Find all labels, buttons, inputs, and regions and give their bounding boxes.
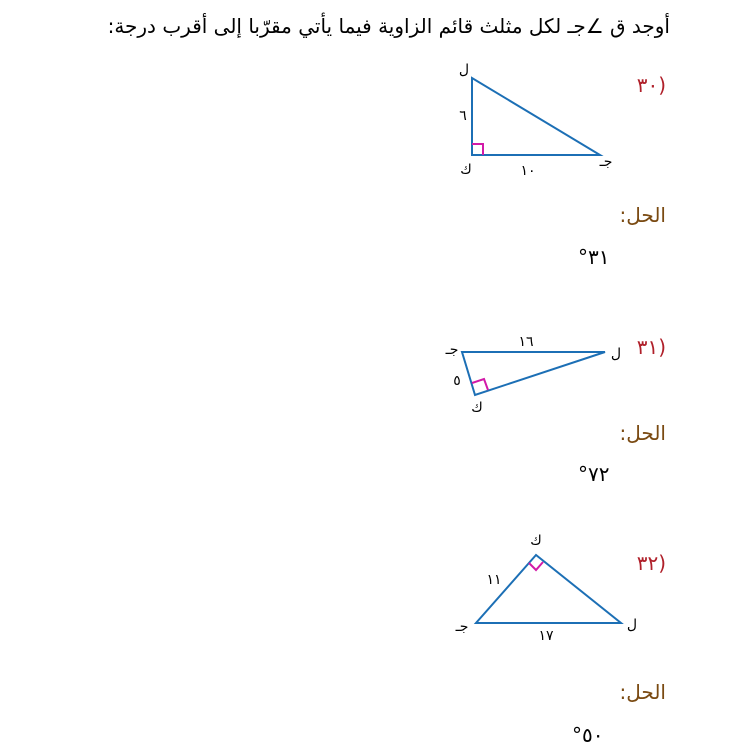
right-angle-mark-32 xyxy=(529,562,543,570)
right-angle-mark-30 xyxy=(472,144,483,155)
problem-32-number: (٣٢ xyxy=(636,551,666,575)
vertex-label-30-corner: ك xyxy=(460,162,472,178)
problem-31-number: (٣١ xyxy=(636,335,666,359)
side-label-32-base: ١٧ xyxy=(538,628,554,644)
problem-30-number: (٣٠ xyxy=(636,73,666,97)
triangle-32 xyxy=(440,530,650,645)
vertex-label-32-left: جـ xyxy=(455,619,469,635)
side-label-30-base: ١٠ xyxy=(520,163,536,179)
vertex-label-30-top: ل xyxy=(458,62,470,78)
vertex-label-31-right: ل xyxy=(610,346,622,362)
solution-label-32: الحل: xyxy=(619,680,666,704)
instructions-heading: أوجد ق ∠جـ لكل مثلث قائم الزاوية فيما يأتي مقرّبا إلى أقرب درجة: xyxy=(107,14,670,38)
side-label-30-vertical: ٦ xyxy=(459,108,467,124)
triangle-30 xyxy=(440,58,630,183)
vertex-label-30-end: جـ xyxy=(599,154,613,170)
triangle-31 xyxy=(440,328,630,418)
answer-31: ٧٢° xyxy=(578,462,610,486)
answer-30: ٣١° xyxy=(578,245,610,269)
solution-label-31: الحل: xyxy=(619,421,666,445)
right-angle-mark-31 xyxy=(472,379,488,390)
side-label-32-left: ١١ xyxy=(486,572,502,588)
vertex-label-32-right: ل xyxy=(626,617,638,633)
triangle-32-shape xyxy=(476,555,621,623)
triangle-31-shape xyxy=(462,352,605,395)
vertex-label-32-top: ك xyxy=(530,533,542,549)
side-label-31-left: ٥ xyxy=(453,373,461,389)
side-label-31-top: ١٦ xyxy=(518,334,534,350)
vertex-label-31-left: جـ xyxy=(445,342,459,358)
vertex-label-31-bottom: ك xyxy=(471,400,483,416)
triangle-30-shape xyxy=(472,78,600,155)
solution-label-30: الحل: xyxy=(619,203,666,227)
answer-32: ٥٠° xyxy=(572,723,604,747)
